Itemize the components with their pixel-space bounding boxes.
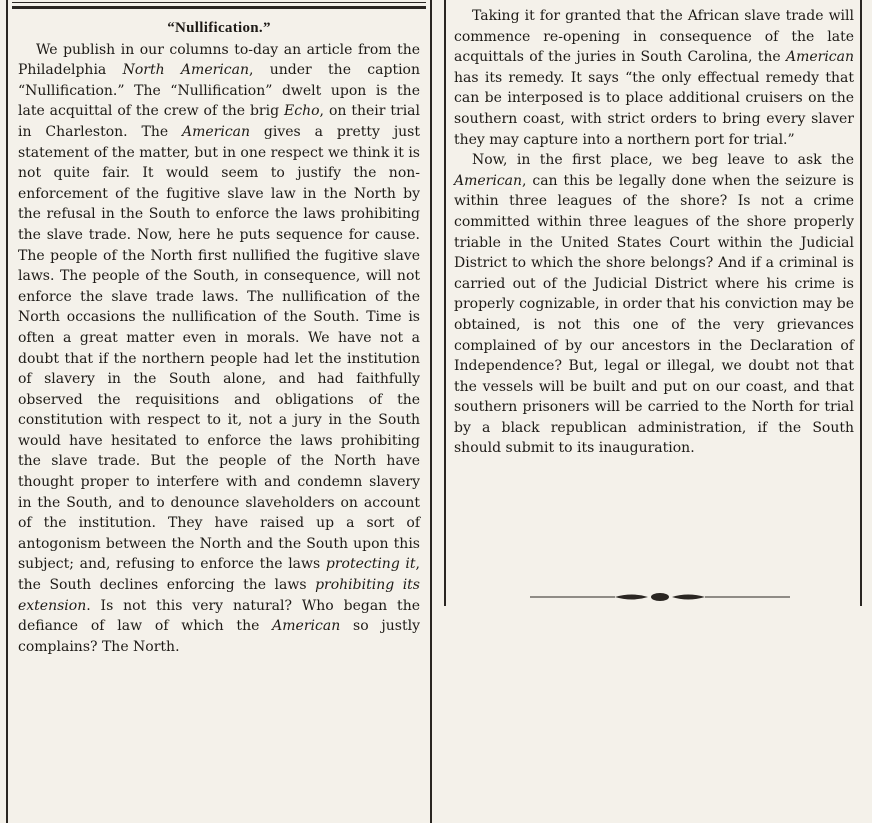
top-rule: [12, 2, 426, 3]
top-rule-thick: [12, 6, 426, 9]
text-run: has its remedy. It says “the only effectual remedy that can be interposed is to place additional cruisers on the southern coast, with strict orders to bring every slaver they may capture into a northern port for trial.”: [454, 69, 854, 148]
paragraph: [454, 6, 854, 150]
italic-run: American: [182, 123, 251, 140]
text-run: gives a pretty just statement of the matter, but in one respect we think it is not quite fair. It would seem to justify the non-enforcement of the fugitive slave law in the North by the refusal in the South to enforce the laws prohibiting the slave trade. Now, here he puts sequence for cause. The people of the North first nullified the fugitive slave laws. The people of the South, in consequence, will not enforce the slave trade laws. The nullification of the North occasions the nullification of the South. Time is often a great matter even in morals. We have not a doubt that if the northern people had let the institution of slavery in the South alone, and had faithfully observed the requisitions and obligations of the constitution with respect to it, not a jury in the South would have hesitated to enforce the laws prohibiting the slave trade. But the people of the North have thought proper to interfere with and condemn slavery in the South, and to denounce slaveholders on account of the institution. They have raised up a sort of antogonism between the North and the South upon this subject; and, refusing to enforce the laws: [18, 123, 420, 573]
right-column: [444, 0, 862, 606]
right-column-body: [454, 6, 854, 459]
left-column-body: [18, 18, 420, 657]
text-run: Taking it for granted that the African slave trade will commence re-opening in consequence of the late acquittals of the juries in South Carolina, the: [454, 8, 854, 66]
text-run: Now, in the first place, we beg leave to ask the: [472, 152, 854, 169]
italic-run: prohibiting its extension: [18, 577, 420, 614]
text-run: , can this be legally done when the seizure is within three leagues of the shore? Is not a crime committed within three leagues of the shore properly triable in the United States Court within the Judicial District to which the shore belongs? And if a criminal is carried out of the Judicial District where his crime is properly cognizable, in order that his conviction may be obtained, is not this one of the very grievances complained of by our ancestors in the Declaration of Independence? But, legal or illegal, we doubt not that the vessels will be built and put on our coast, and that southern prisoners will be carried to the North for trial by a black republican administration, if the South should submit to its inauguration.: [454, 172, 854, 457]
left-column: [6, 0, 432, 823]
text-run: , the South declines enforcing the laws: [18, 556, 420, 594]
italic-run: North American: [122, 62, 249, 79]
italic-run: protecting it: [325, 556, 416, 573]
italic-run: American: [454, 172, 523, 189]
text-run: We publish in our columns to-day an article from the Philadelphia: [18, 41, 420, 79]
italic-run: American: [785, 49, 854, 66]
text-run: , on their trial in Charleston. The: [18, 103, 421, 140]
paragraph: [454, 150, 854, 459]
article-headline: “Nullification.”: [167, 20, 271, 36]
section-end-ornament: [520, 590, 800, 604]
text-run: . Is not this very natural? Who began the defiance of law of which the: [18, 597, 420, 635]
text-run: , under the caption “Nullification.” The “Nullification” dwelt upon is the late acquittal of the crew of the brig: [18, 62, 420, 120]
italic-run: American: [272, 618, 341, 635]
italic-run: Echo: [284, 103, 320, 120]
paragraph: [18, 40, 420, 658]
text-run: so justly complains? The North.: [18, 618, 420, 655]
